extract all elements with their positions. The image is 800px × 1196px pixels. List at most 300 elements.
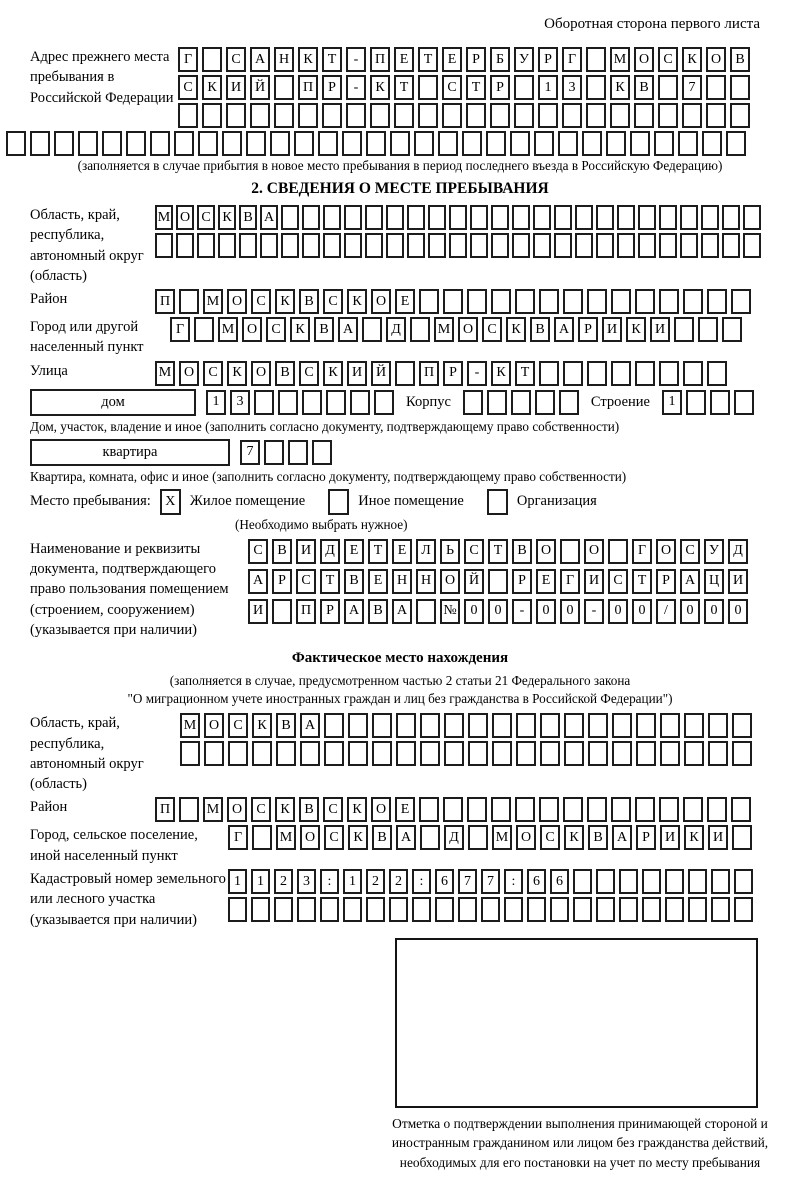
char-cell[interactable] (155, 233, 173, 258)
char-cell[interactable] (711, 869, 730, 894)
char-cell[interactable] (608, 539, 628, 564)
char-cell[interactable]: К (298, 47, 318, 72)
char-cell[interactable] (707, 289, 727, 314)
char-cell[interactable] (674, 317, 694, 342)
char-cell[interactable] (226, 103, 246, 128)
char-cell[interactable]: О (706, 47, 726, 72)
char-cell[interactable] (428, 233, 446, 258)
char-cell[interactable]: О (176, 205, 194, 230)
char-cell[interactable] (540, 713, 560, 738)
char-cell[interactable]: С (226, 47, 246, 72)
char-cell[interactable] (260, 233, 278, 258)
char-cell[interactable] (642, 869, 661, 894)
char-cell[interactable] (420, 825, 440, 850)
char-cell[interactable]: Т (418, 47, 438, 72)
char-cell[interactable] (701, 205, 719, 230)
char-cell[interactable]: Й (464, 569, 484, 594)
char-cell[interactable] (491, 205, 509, 230)
char-cell[interactable] (726, 131, 746, 156)
char-cell[interactable] (389, 897, 408, 922)
char-cell[interactable]: 2 (274, 869, 293, 894)
char-cell[interactable]: И (226, 75, 246, 100)
char-cell[interactable]: В (299, 797, 319, 822)
char-cell[interactable]: С (442, 75, 462, 100)
char-cell[interactable] (596, 205, 614, 230)
char-cell[interactable] (708, 713, 728, 738)
char-cell[interactable] (365, 233, 383, 258)
char-cell[interactable] (179, 797, 199, 822)
char-cell[interactable] (732, 713, 752, 738)
char-cell[interactable]: И (708, 825, 728, 850)
char-cell[interactable]: Р (320, 599, 340, 624)
char-cell[interactable] (610, 103, 630, 128)
char-cell[interactable]: П (419, 361, 439, 386)
char-cell[interactable] (323, 205, 341, 230)
char-cell[interactable] (688, 869, 707, 894)
char-cell[interactable]: 1 (343, 869, 362, 894)
char-cell[interactable] (416, 599, 436, 624)
char-cell[interactable] (706, 103, 726, 128)
char-cell[interactable]: Е (392, 539, 412, 564)
char-cell[interactable] (468, 713, 488, 738)
char-cell[interactable] (688, 897, 707, 922)
char-cell[interactable]: У (704, 539, 724, 564)
char-cell[interactable] (490, 103, 510, 128)
char-cell[interactable]: 1 (662, 390, 682, 415)
char-cell[interactable]: А (612, 825, 632, 850)
char-cell[interactable]: 0 (608, 599, 628, 624)
char-cell[interactable]: Е (344, 539, 364, 564)
char-cell[interactable]: К (491, 361, 511, 386)
char-cell[interactable] (202, 47, 222, 72)
char-cell[interactable] (562, 103, 582, 128)
char-cell[interactable] (683, 289, 703, 314)
char-cell[interactable]: Е (395, 289, 415, 314)
char-cell[interactable]: 0 (680, 599, 700, 624)
char-cell[interactable] (468, 741, 488, 766)
char-cell[interactable]: К (252, 713, 272, 738)
char-cell[interactable] (414, 131, 434, 156)
char-cell[interactable] (611, 289, 631, 314)
char-cell[interactable] (178, 103, 198, 128)
char-cell[interactable]: А (300, 713, 320, 738)
char-cell[interactable]: Д (728, 539, 748, 564)
char-cell[interactable] (468, 825, 488, 850)
char-cell[interactable] (491, 797, 511, 822)
char-cell[interactable]: Г (562, 47, 582, 72)
char-cell[interactable]: В (588, 825, 608, 850)
char-cell[interactable] (270, 131, 290, 156)
char-cell[interactable] (297, 897, 316, 922)
char-cell[interactable]: Р (512, 569, 532, 594)
char-cell[interactable] (228, 741, 248, 766)
char-cell[interactable] (264, 440, 284, 465)
char-cell[interactable]: М (610, 47, 630, 72)
char-cell[interactable]: В (344, 569, 364, 594)
char-cell[interactable]: Т (488, 539, 508, 564)
char-cell[interactable]: С (324, 825, 344, 850)
char-cell[interactable] (732, 825, 752, 850)
char-cell[interactable] (202, 103, 222, 128)
char-cell[interactable]: В (530, 317, 550, 342)
char-cell[interactable]: В (299, 289, 319, 314)
char-cell[interactable] (254, 390, 274, 415)
char-cell[interactable] (443, 797, 463, 822)
char-cell[interactable]: Н (392, 569, 412, 594)
char-cell[interactable] (722, 317, 742, 342)
char-cell[interactable] (278, 390, 298, 415)
char-cell[interactable]: П (155, 289, 175, 314)
char-cell[interactable] (342, 131, 362, 156)
char-cell[interactable]: Р (578, 317, 598, 342)
char-cell[interactable] (533, 205, 551, 230)
char-cell[interactable] (298, 103, 318, 128)
char-cell[interactable] (512, 205, 530, 230)
char-cell[interactable] (612, 741, 632, 766)
char-cell[interactable] (596, 869, 615, 894)
char-cell[interactable] (659, 289, 679, 314)
char-cell[interactable] (540, 741, 560, 766)
char-cell[interactable]: Е (394, 47, 414, 72)
char-cell[interactable] (438, 131, 458, 156)
char-cell[interactable] (176, 233, 194, 258)
char-cell[interactable] (372, 713, 392, 738)
char-cell[interactable]: П (296, 599, 316, 624)
char-cell[interactable] (587, 797, 607, 822)
char-cell[interactable] (418, 75, 438, 100)
char-cell[interactable] (539, 361, 559, 386)
char-cell[interactable] (665, 897, 684, 922)
char-cell[interactable] (734, 897, 753, 922)
char-cell[interactable]: С (323, 797, 343, 822)
char-cell[interactable] (564, 741, 584, 766)
char-cell[interactable]: И (347, 361, 367, 386)
char-cell[interactable] (435, 897, 454, 922)
char-cell[interactable] (348, 741, 368, 766)
char-cell[interactable] (617, 233, 635, 258)
char-cell[interactable]: П (155, 797, 175, 822)
char-cell[interactable] (410, 317, 430, 342)
char-cell[interactable]: 3 (562, 75, 582, 100)
char-cell[interactable] (407, 233, 425, 258)
char-cell[interactable]: К (347, 797, 367, 822)
checkbox-residential[interactable]: X (160, 489, 181, 515)
char-cell[interactable] (274, 897, 293, 922)
char-cell[interactable]: М (180, 713, 200, 738)
char-cell[interactable] (636, 713, 656, 738)
char-cell[interactable] (511, 390, 531, 415)
char-cell[interactable]: 6 (527, 869, 546, 894)
char-cell[interactable] (222, 131, 242, 156)
char-cell[interactable] (539, 289, 559, 314)
char-cell[interactable] (682, 103, 702, 128)
char-cell[interactable]: 0 (560, 599, 580, 624)
char-cell[interactable]: Т (322, 47, 342, 72)
char-cell[interactable] (174, 131, 194, 156)
char-cell[interactable]: Е (368, 569, 388, 594)
char-cell[interactable] (582, 131, 602, 156)
char-cell[interactable]: С (251, 797, 271, 822)
char-cell[interactable] (660, 713, 680, 738)
char-cell[interactable]: Р (656, 569, 676, 594)
char-cell[interactable] (419, 797, 439, 822)
char-cell[interactable] (707, 361, 727, 386)
char-cell[interactable] (444, 741, 464, 766)
char-cell[interactable] (323, 233, 341, 258)
char-cell[interactable] (419, 289, 439, 314)
char-cell[interactable]: С (203, 361, 223, 386)
char-cell[interactable] (635, 361, 655, 386)
char-cell[interactable] (527, 897, 546, 922)
char-cell[interactable] (302, 233, 320, 258)
char-cell[interactable] (659, 361, 679, 386)
char-cell[interactable]: 7 (240, 440, 260, 465)
char-cell[interactable]: О (634, 47, 654, 72)
char-cell[interactable] (443, 289, 463, 314)
char-cell[interactable]: 2 (366, 869, 385, 894)
char-cell[interactable]: С (251, 289, 271, 314)
char-cell[interactable]: Т (632, 569, 652, 594)
char-cell[interactable]: О (227, 289, 247, 314)
char-cell[interactable]: Г (228, 825, 248, 850)
char-cell[interactable]: 1 (538, 75, 558, 100)
char-cell[interactable] (575, 205, 593, 230)
char-cell[interactable] (680, 205, 698, 230)
char-cell[interactable]: - (584, 599, 604, 624)
char-cell[interactable] (611, 797, 631, 822)
char-cell[interactable]: К (218, 205, 236, 230)
char-cell[interactable] (386, 233, 404, 258)
char-cell[interactable]: К (348, 825, 368, 850)
char-cell[interactable]: А (680, 569, 700, 594)
char-cell[interactable]: М (155, 361, 175, 386)
char-cell[interactable] (611, 361, 631, 386)
char-cell[interactable]: № (440, 599, 460, 624)
char-cell[interactable]: С (608, 569, 628, 594)
char-cell[interactable]: О (458, 317, 478, 342)
char-cell[interactable]: Ь (440, 539, 460, 564)
char-cell[interactable] (326, 390, 346, 415)
char-cell[interactable] (407, 205, 425, 230)
char-cell[interactable]: Р (272, 569, 292, 594)
char-cell[interactable]: 0 (632, 599, 652, 624)
char-cell[interactable]: В (368, 599, 388, 624)
char-cell[interactable]: К (290, 317, 310, 342)
char-cell[interactable]: С (178, 75, 198, 100)
char-cell[interactable] (251, 897, 270, 922)
char-cell[interactable] (228, 897, 247, 922)
char-cell[interactable] (606, 131, 626, 156)
char-cell[interactable] (428, 205, 446, 230)
char-cell[interactable]: И (584, 569, 604, 594)
char-cell[interactable]: Р (490, 75, 510, 100)
char-cell[interactable] (491, 233, 509, 258)
char-cell[interactable]: А (344, 599, 364, 624)
char-cell[interactable] (252, 741, 272, 766)
char-cell[interactable] (708, 741, 728, 766)
char-cell[interactable]: С (228, 713, 248, 738)
char-cell[interactable]: О (536, 539, 556, 564)
house-type-box[interactable]: дом (30, 389, 196, 416)
char-cell[interactable]: И (248, 599, 268, 624)
char-cell[interactable]: К (227, 361, 247, 386)
char-cell[interactable] (619, 869, 638, 894)
char-cell[interactable] (395, 361, 415, 386)
char-cell[interactable] (386, 205, 404, 230)
char-cell[interactable] (586, 103, 606, 128)
char-cell[interactable]: - (346, 47, 366, 72)
char-cell[interactable]: О (440, 569, 460, 594)
char-cell[interactable]: С (464, 539, 484, 564)
char-cell[interactable] (701, 233, 719, 258)
char-cell[interactable] (558, 131, 578, 156)
char-cell[interactable] (318, 131, 338, 156)
char-cell[interactable]: Д (320, 539, 340, 564)
char-cell[interactable] (486, 131, 506, 156)
char-cell[interactable] (554, 205, 572, 230)
char-cell[interactable] (467, 797, 487, 822)
char-cell[interactable] (350, 390, 370, 415)
char-cell[interactable]: С (248, 539, 268, 564)
char-cell[interactable] (515, 797, 535, 822)
char-cell[interactable] (658, 103, 678, 128)
char-cell[interactable] (312, 440, 332, 465)
char-cell[interactable]: К (684, 825, 704, 850)
char-cell[interactable] (634, 103, 654, 128)
char-cell[interactable]: С (266, 317, 286, 342)
char-cell[interactable] (683, 797, 703, 822)
char-cell[interactable]: Й (371, 361, 391, 386)
char-cell[interactable]: К (370, 75, 390, 100)
char-cell[interactable] (564, 713, 584, 738)
char-cell[interactable]: А (392, 599, 412, 624)
char-cell[interactable] (344, 233, 362, 258)
char-cell[interactable] (390, 131, 410, 156)
char-cell[interactable] (6, 131, 26, 156)
char-cell[interactable] (587, 289, 607, 314)
char-cell[interactable] (126, 131, 146, 156)
char-cell[interactable]: С (658, 47, 678, 72)
char-cell[interactable] (563, 289, 583, 314)
char-cell[interactable]: М (492, 825, 512, 850)
char-cell[interactable] (394, 103, 414, 128)
char-cell[interactable] (533, 233, 551, 258)
char-cell[interactable] (563, 797, 583, 822)
char-cell[interactable] (563, 361, 583, 386)
char-cell[interactable] (516, 713, 536, 738)
char-cell[interactable]: 7 (682, 75, 702, 100)
char-cell[interactable] (722, 205, 740, 230)
char-cell[interactable] (372, 741, 392, 766)
char-cell[interactable] (535, 390, 555, 415)
char-cell[interactable] (492, 741, 512, 766)
char-cell[interactable] (412, 897, 431, 922)
char-cell[interactable] (559, 390, 579, 415)
char-cell[interactable]: А (248, 569, 268, 594)
char-cell[interactable] (288, 440, 308, 465)
char-cell[interactable] (252, 825, 272, 850)
char-cell[interactable] (179, 289, 199, 314)
char-cell[interactable] (514, 75, 534, 100)
char-cell[interactable] (630, 131, 650, 156)
char-cell[interactable]: Р (636, 825, 656, 850)
char-cell[interactable] (638, 233, 656, 258)
char-cell[interactable]: Р (443, 361, 463, 386)
char-cell[interactable] (550, 897, 569, 922)
char-cell[interactable]: И (728, 569, 748, 594)
char-cell[interactable]: С (323, 289, 343, 314)
char-cell[interactable] (586, 75, 606, 100)
char-cell[interactable]: К (610, 75, 630, 100)
char-cell[interactable]: - (512, 599, 532, 624)
char-cell[interactable]: К (564, 825, 584, 850)
char-cell[interactable] (470, 233, 488, 258)
char-cell[interactable] (510, 131, 530, 156)
char-cell[interactable]: С (299, 361, 319, 386)
char-cell[interactable] (366, 131, 386, 156)
char-cell[interactable]: К (275, 797, 295, 822)
char-cell[interactable] (659, 205, 677, 230)
char-cell[interactable] (344, 205, 362, 230)
char-cell[interactable] (619, 897, 638, 922)
checkbox-other-premises[interactable] (328, 489, 349, 515)
char-cell[interactable]: А (554, 317, 574, 342)
char-cell[interactable] (488, 569, 508, 594)
char-cell[interactable] (636, 741, 656, 766)
char-cell[interactable]: - (467, 361, 487, 386)
char-cell[interactable] (198, 131, 218, 156)
char-cell[interactable]: 0 (464, 599, 484, 624)
char-cell[interactable]: - (346, 75, 366, 100)
char-cell[interactable] (250, 103, 270, 128)
char-cell[interactable]: В (239, 205, 257, 230)
char-cell[interactable]: К (202, 75, 222, 100)
char-cell[interactable] (659, 233, 677, 258)
char-cell[interactable]: И (660, 825, 680, 850)
char-cell[interactable] (274, 75, 294, 100)
char-cell[interactable] (678, 131, 698, 156)
char-cell[interactable]: О (584, 539, 604, 564)
char-cell[interactable]: 7 (458, 869, 477, 894)
char-cell[interactable] (554, 233, 572, 258)
char-cell[interactable] (470, 205, 488, 230)
char-cell[interactable] (587, 361, 607, 386)
char-cell[interactable] (420, 713, 440, 738)
char-cell[interactable] (346, 103, 366, 128)
char-cell[interactable] (659, 797, 679, 822)
char-cell[interactable] (320, 897, 339, 922)
char-cell[interactable]: О (371, 289, 391, 314)
char-cell[interactable]: К (347, 289, 367, 314)
char-cell[interactable] (680, 233, 698, 258)
char-cell[interactable]: Д (444, 825, 464, 850)
char-cell[interactable] (467, 289, 487, 314)
char-cell[interactable]: 1 (228, 869, 247, 894)
char-cell[interactable] (442, 103, 462, 128)
char-cell[interactable]: А (250, 47, 270, 72)
char-cell[interactable] (596, 897, 615, 922)
char-cell[interactable]: 6 (435, 869, 454, 894)
char-cell[interactable] (573, 869, 592, 894)
char-cell[interactable] (366, 897, 385, 922)
checkbox-organization[interactable] (487, 489, 508, 515)
char-cell[interactable]: А (260, 205, 278, 230)
char-cell[interactable]: Т (466, 75, 486, 100)
char-cell[interactable]: 1 (206, 390, 226, 415)
char-cell[interactable] (654, 131, 674, 156)
char-cell[interactable]: М (434, 317, 454, 342)
char-cell[interactable]: : (412, 869, 431, 894)
